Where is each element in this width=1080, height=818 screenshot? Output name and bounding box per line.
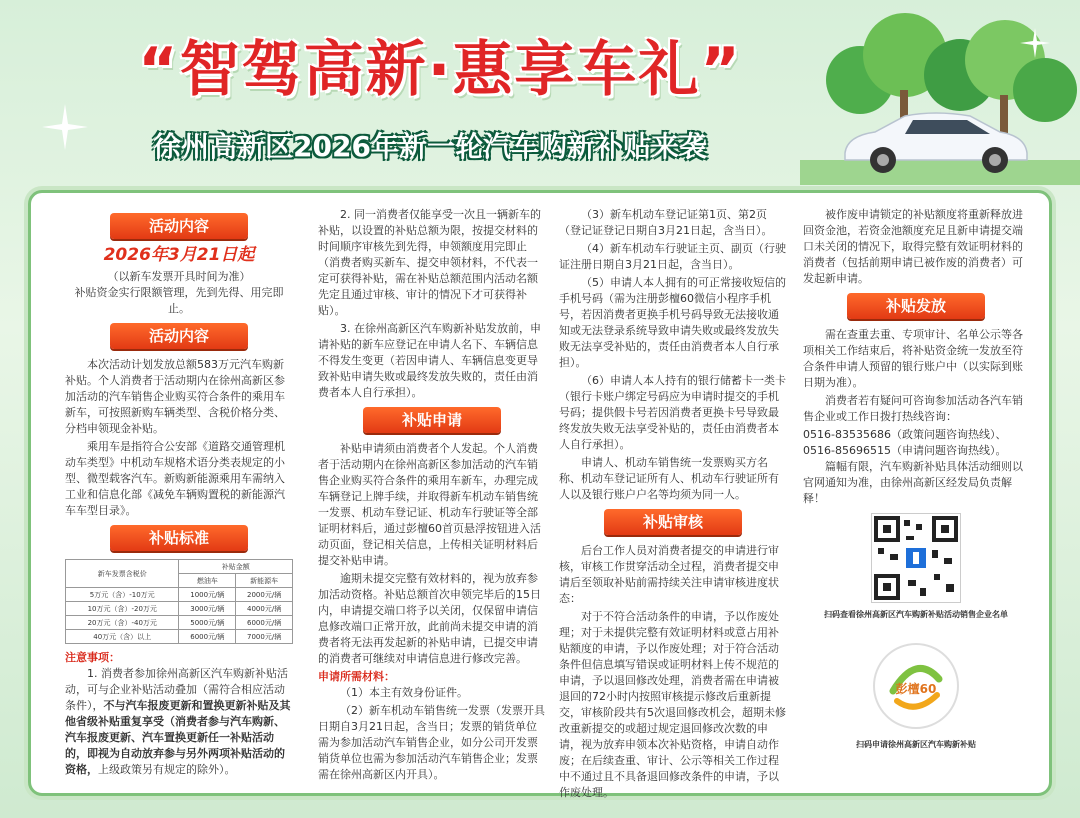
- hotline-1: 0516-83535686（政策问题咨询热线）、: [803, 428, 1007, 441]
- table-header: 新能源车: [236, 574, 293, 588]
- paragraph: 后台工作人员对消费者提交的申请进行审核，审核工作贯穿活动全过程，消费者提交申请后至领取补贴前需持续关注申请审核进度状态：: [559, 544, 779, 605]
- table-cell: 5万元（含）-10万元: [66, 588, 179, 602]
- section-head-payment: 补贴发放: [847, 293, 985, 319]
- logo-text: 彭檀60: [895, 682, 937, 696]
- table-cell: 6000元/辆: [236, 616, 293, 630]
- app-logo-icon: [875, 645, 957, 727]
- column-2: [318, 207, 546, 785]
- table-cell: 40万元（含）以上: [66, 630, 179, 644]
- table-row: [66, 588, 293, 602]
- paragraph: 本次活动计划发放总额583万元汽车购新补贴。个人消费者于活动期内在徐州高新区参加活动的汽车销售企业购买符合条件的乘用车新车，可按照新购车辆类型、含税价格分类、分档申领现金补贴。: [65, 358, 285, 435]
- table-cell: 4000元/辆: [236, 602, 293, 616]
- section-head-subsidy-standard: 补贴标准: [110, 525, 248, 551]
- paragraph: 补贴申请须由消费者个人发起。个人消费者于活动期内在徐州高新区参加活动的汽车销售企业购买符合条件的乘用车新车，办理完成车辆登记上牌手续，并取得新车机动车销售统一发票、机动车登记证、机动车行驶证等全部证明材料后，通过彭檀60首页悬浮按钮进入活动页面，登记相关信息，上传相关证明材料后提交补贴申请。: [318, 442, 541, 567]
- quota-note: 补贴资金实行限额管理，先到先得、用完即止。: [74, 286, 284, 315]
- car-illustration: [835, 108, 1035, 178]
- table-cell: 3000元/辆: [179, 602, 236, 616]
- section-head-application: 补贴申请: [363, 407, 501, 433]
- table-cell: 20万元（含）-40万元: [66, 616, 179, 630]
- sub-title: 徐州高新区2026年新一轮汽车购新补贴来袭: [153, 130, 707, 163]
- notice-paragraph: [65, 666, 293, 778]
- table-cell: 1000元/辆: [179, 588, 236, 602]
- column-4: [803, 207, 1029, 753]
- paragraph: 被作废申请锁定的补贴额度将重新释放进回资金池，若资金池额度充足且新申请提交端口未关闭的情况下，取得完整有效证明材料的消费者（包括前期申请已被作废的消费者）可发起新申请。: [803, 208, 1023, 285]
- app-logo[interactable]: [873, 643, 959, 729]
- notice-text: 上级政策另有规定的除外）。: [98, 763, 236, 776]
- logo-caption: 扫码申请徐州高新区汽车购新补贴: [856, 740, 976, 749]
- table-cell: 10万元（含）-20万元: [66, 602, 179, 616]
- material-item: （5）申请人本人拥有的可正常接收短信的手机号码（需为注册彭檀60微信小程序手机号，若因消费者更换手机号码导致无法接收通知或无法登录系统导致申请失败或最终发放失败无法享受补贴的，责任由消费者本人自行承担）。: [559, 276, 786, 369]
- materials-head: 申请所需材料：: [318, 670, 395, 683]
- date-note: （以新车发票开具时间为准）: [107, 270, 251, 283]
- table-header: 补贴金额: [179, 560, 293, 574]
- table-row: [66, 630, 293, 644]
- material-item: （3）新车机动车登记证第1页、第2页（登记证登记日期自3月21日起，含当日）。: [559, 208, 773, 237]
- table-row: [66, 616, 293, 630]
- paragraph: 需在查重去重、专项审计、名单公示等各项相关工作结束后，将补贴资金统一发放至符合条件申请人预留的银行账户中（以实际到账日期为准）。: [803, 328, 1023, 389]
- hotline-2: 0516-85696515（申请问题咨询热线）。: [803, 444, 1007, 457]
- paragraph: 乘用车是指符合公安部《道路交通管理机动车类型》中机动车规格术语分类表规定的小型、微型载客汽车。新购新能源乘用车需纳入工业和信息化部《减免车辆购置税的新能源汽车车型目录》。: [65, 440, 285, 517]
- qr-code[interactable]: [871, 513, 961, 603]
- paragraph: 3. 在徐州高新区汽车购新补贴发放前，申请补贴的新车应登记在申请人名下、车辆信息不得发生变更（若因申请人、车辆信息变更导致补贴申请失败或最终发放失败的，责任由消费者本人自行承担）。: [318, 322, 541, 399]
- material-item: （1）本主有效身份证件。: [340, 686, 468, 699]
- qr-code-icon: [872, 514, 960, 602]
- paragraph: 申请人、机动车销售统一发票购买方名称、机动车登记证所有人、机动车行驶证所有人以及银行账户户名等均须为同一人。: [559, 456, 779, 501]
- banner: [0, 0, 1080, 190]
- table-header: 燃油车: [179, 574, 236, 588]
- paragraph: 篇幅有限，汽车购新补贴具体活动细则以官网通知为准，由徐州高新区经发局负责解释！: [803, 460, 1023, 505]
- paragraph: 消费者若有疑问可咨询参加活动各汽车销售企业或工作日拨打热线咨询：: [803, 394, 1023, 423]
- table-row: [66, 602, 293, 616]
- material-item: （6）申请人本人持有的银行储蓄卡一类卡（银行卡账户绑定号码应为申请时提交的手机号码；提供假卡号若因消费者更换卡号导致最终发放失败无法享受补贴的，责任由消费者本人自行承担）。: [559, 374, 786, 451]
- paragraph: 逾期未提交完整有效材料的，视为放弃参加活动资格。补贴总额首次申领完毕后的15日内，申请提交端口将予以关闭，仅保留申请信息修改端口正常开放，此前尚未提交申请的消费者将无法再发起新的补贴申请，已提交申请的消费者可继续对申请信息进行修改完善。: [318, 572, 541, 665]
- main-title: “智驾高新·惠享车礼”: [138, 35, 742, 105]
- subsidy-table: [65, 559, 293, 644]
- notice-bold-text: 不与汽车报废更新和置换更新补贴及其他省级补贴重复享受（消费者参与汽车购新、汽车报废更新、汽车置换更新任一补贴活动的，即视为自动放弃参与另外两项补贴活动的资格，: [65, 699, 291, 776]
- material-item: （2）新车机动车销售统一发票（发票开具日期自3月21日起，含当日；发票的销货单位需为参加活动汽车销售企业，如分公司开发票销货单位也需为参加活动汽车销售企业；发票需在徐州高新区内开具）。: [318, 704, 545, 781]
- section-head-audit: 补贴审核: [604, 509, 742, 535]
- sparkle-icon: [1020, 28, 1050, 58]
- table-cell: 6000元/辆: [179, 630, 236, 644]
- notice-head: 注意事项：: [65, 651, 120, 664]
- paragraph: 对于不符合活动条件的申请，予以作废处理；对于未提供完整有效证明材料或意占用补贴额度的申请，予以作废处理；对于符合活动条件但信息填写错误或证明材料上传不规范的申请，予以退回修改处理，消费者需在申请被退回的72小时内按照审核提示修改后重新提交，审核阶段共有5次退回修改机会，超期未修改重新提交的或超过规定退回修改次数的申请，视为放弃申领本次补贴资格，申请自动作废；在后续查重、审计、公示等相关工作过程中不通过且不具备退回修改条件的申请，予以作废处理。: [559, 610, 786, 799]
- column-1: [65, 207, 293, 780]
- column-3: [559, 207, 787, 803]
- table-cell: 2000元/辆: [236, 588, 293, 602]
- paragraph: 2. 同一消费者仅能享受一次且一辆新车的补贴，以设置的补贴总额为限，按提交材料的时间顺序审核先到先得，申领额度用完即止（消费者购买新车、提交申领材料，不代表一定可获得补贴，需在补贴总额范围内活动名额先定且通过审核、审计的情况下才可获得补贴）。: [318, 208, 541, 317]
- section-head-activity-time: 活动内容: [110, 213, 248, 239]
- section-head-activity-content: 活动内容: [110, 323, 248, 349]
- material-item: （4）新车机动车行驶证主页、副页（行驶证注册日期自3月21日起，含当日）。: [559, 242, 786, 271]
- table-cell: 5000元/辆: [179, 616, 236, 630]
- start-date: 2026年3月21日起: [103, 245, 255, 265]
- qr-caption: 扫码查看徐州高新区汽车购新补贴活动销售企业名单: [824, 610, 1008, 619]
- notice-text: 1. 消费者参加徐州高新区汽车购新补贴活动，可与企业补贴活动叠加（需符合相应活动条件），: [65, 667, 288, 712]
- table-header: 新车发票含税价: [66, 560, 179, 588]
- table-cell: 7000元/辆: [236, 630, 293, 644]
- content-panel: [28, 190, 1052, 799]
